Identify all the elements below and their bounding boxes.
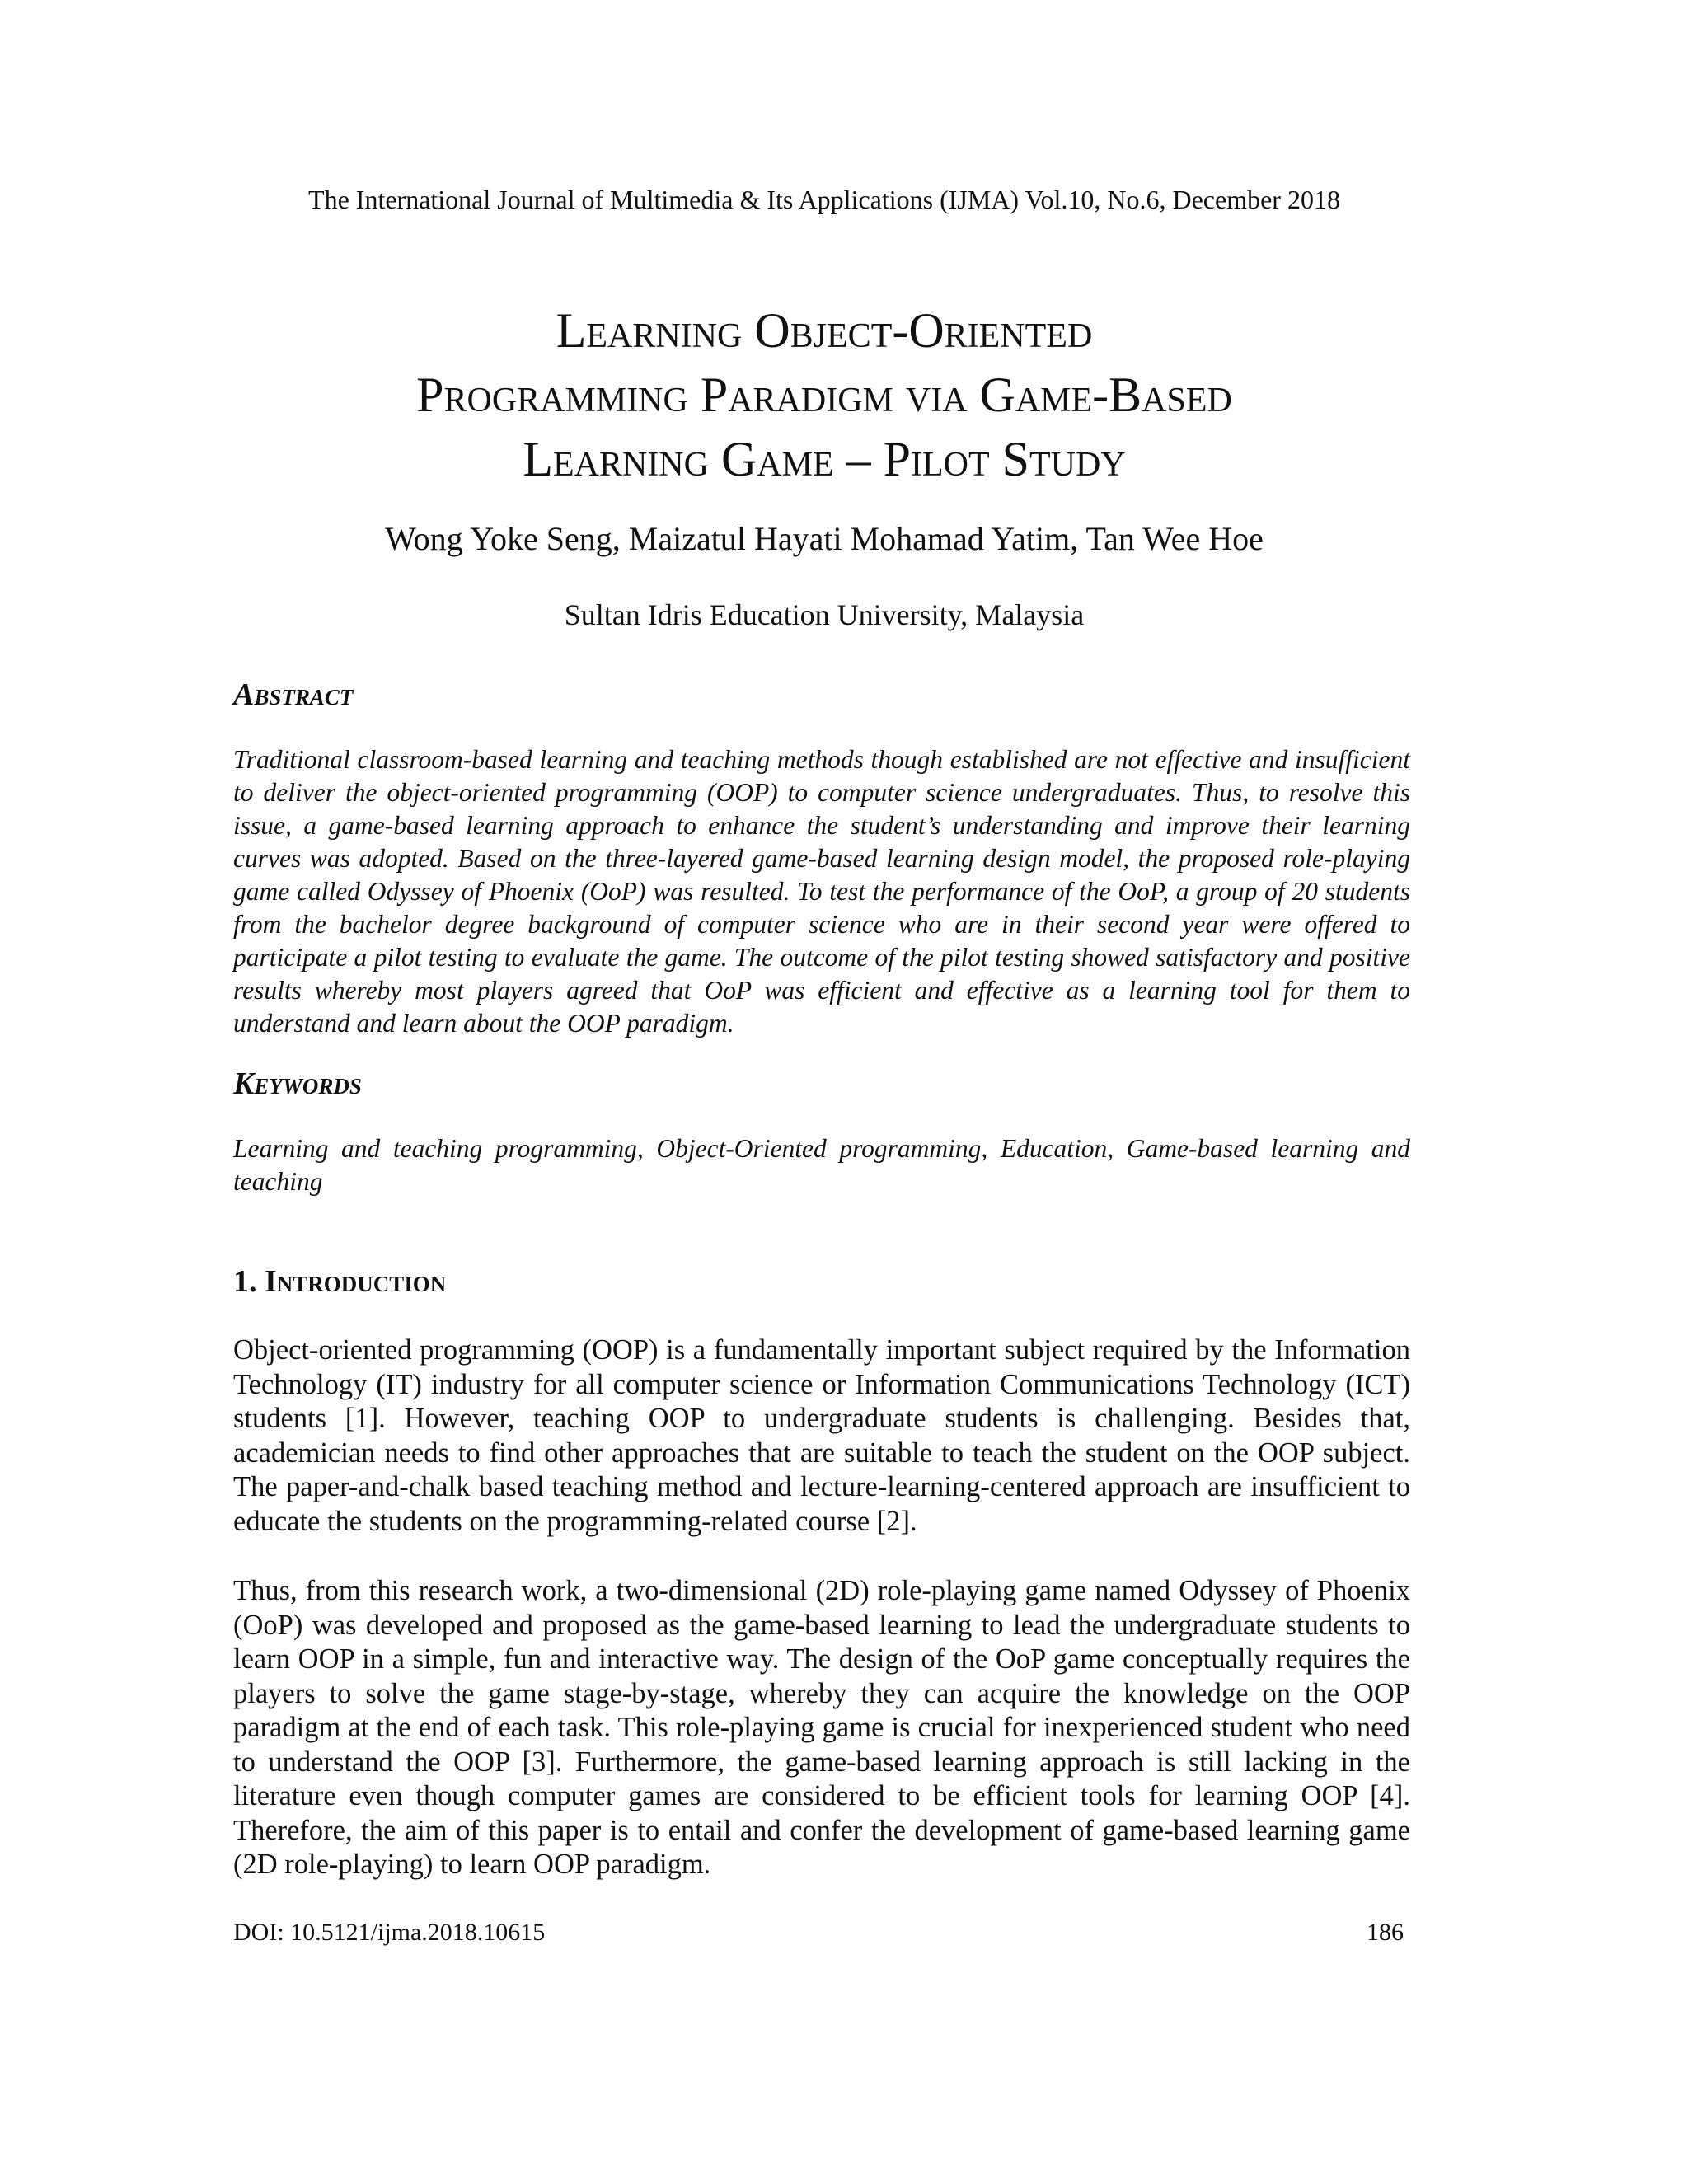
abstract-heading: Abstract	[233, 677, 354, 712]
keywords-text: Learning and teaching programming, Object-Oriented programming, Education, Game-based learning and teaching	[233, 1134, 1410, 1196]
paper-title	[0, 298, 1648, 491]
introduction-heading: 1. Introduction	[233, 1264, 447, 1299]
keywords-heading: Keywords	[233, 1066, 362, 1101]
journal-running-header: The International Journal of Multimedia & Its Applications (IJMA) Vol.10, No.6, December 2018	[308, 185, 1340, 214]
paper-title-line-1: Learning Object-Oriented	[556, 303, 1093, 358]
introduction-paragraph-1: Object-oriented programming (OOP) is a fundamentally important subject required by the Information Technology (IT) industry for all computer science or Information Communications Technology (ICT) students [1]. However, teaching OOP to undergraduate students is challenging. Besides that, academician needs to find other approaches that are suitable to teach the student on the OOP subject. The paper-and-chalk based teaching method and lecture-learning-centered approach are insufficient to educate the students on the programming-related course [2].	[233, 1334, 1410, 1537]
page-number: 186	[1367, 1919, 1404, 1946]
doi-footer: DOI: 10.5121/ijma.2018.10615	[233, 1919, 546, 1946]
abstract-text: Traditional classroom-based learning and teaching methods though established are not effective and insufficient to deliver the object-oriented programming (OOP) to computer science undergraduates. Thus, to resolve this issue, a game-based learning approach to enhance the student’s understanding and improve their learning curves was adopted. Based on the three-layered game-based learning design model, the proposed role-playing game called Odyssey of Phoenix (OoP) was resulted. To test the performance of the OoP, a group of 20 students from the bachelor degree background of computer science who are in their second year were offered to participate a pilot testing to evaluate the game. The outcome of the pilot testing showed satisfactory and positive results whereby most players agreed that OoP was efficient and effective as a learning tool for them to understand and learn about the OOP paradigm.	[233, 745, 1410, 1038]
paper-title-line-2: Programming Paradigm via Game-Based	[416, 368, 1232, 422]
paper-title-line-3: Learning Game – Pilot Study	[523, 432, 1126, 486]
author-list: Wong Yoke Seng, Maizatul Hayati Mohamad Yatim, Tan Wee Hoe	[385, 520, 1264, 557]
introduction-paragraph-2: Thus, from this research work, a two-dimensional (2D) role-playing game named Odyssey of Phoenix (OoP) was developed and proposed as the game-based learning to lead the undergraduate students to learn OOP in a simple, fun and interactive way. The design of the OoP game conceptually requires the players to solve the game stage-by-stage, whereby they can acquire the knowledge on the OOP paradigm at the end of each task. This role-playing game is crucial for inexperienced student who need to understand the OOP [3]. Furthermore, the game-based learning approach is still lacking in the literature even though computer games are considered to be efficient tools for learning OOP [4]. Therefore, the aim of this paper is to entail and confer the development of game-based learning game (2D role-playing) to learn OOP paradigm.	[233, 1575, 1410, 1880]
author-affiliation: Sultan Idris Education University, Malaysia	[564, 598, 1085, 631]
